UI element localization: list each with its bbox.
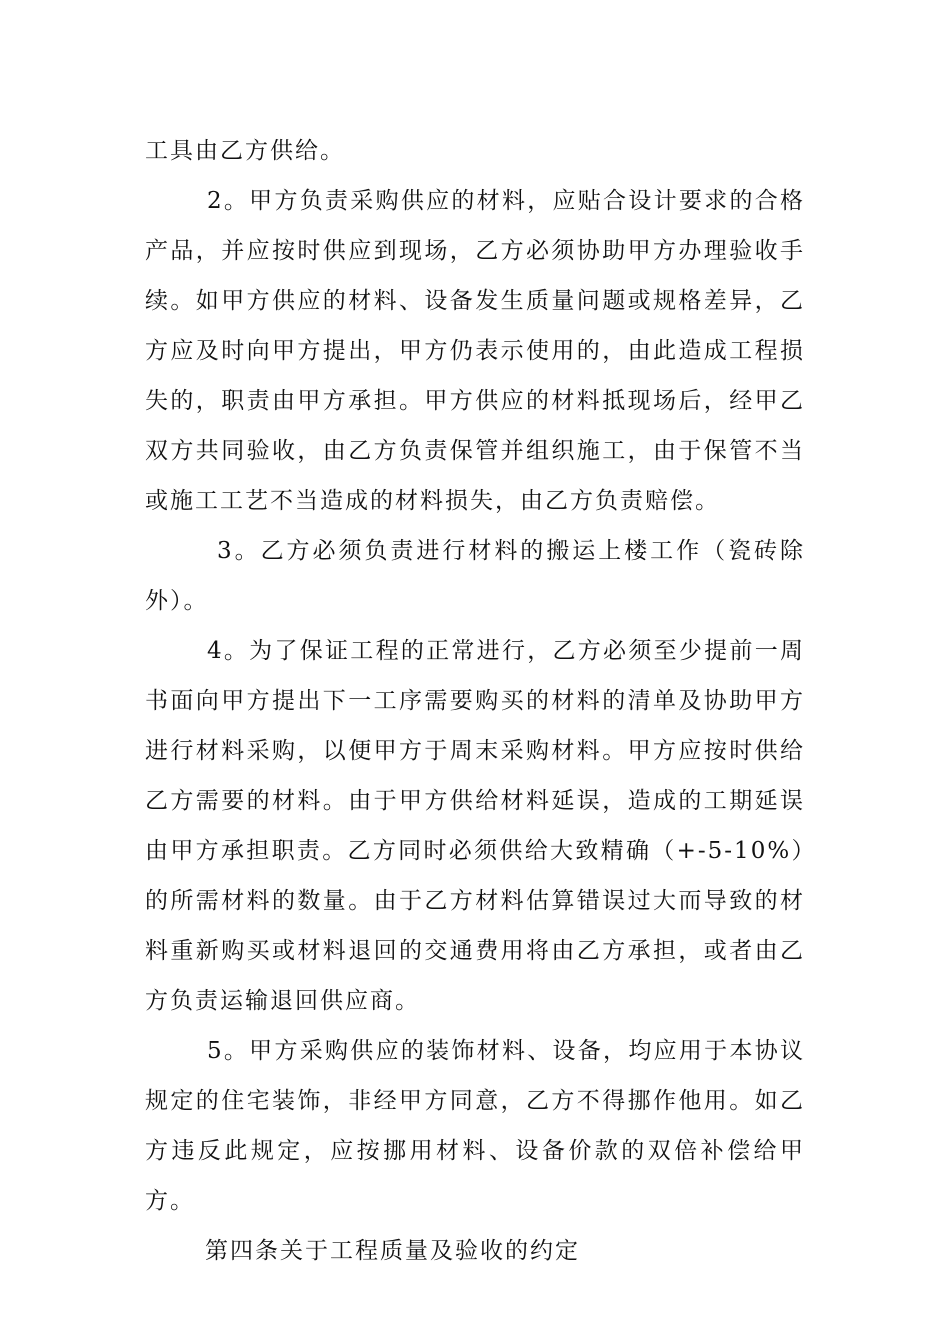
document-body	[145, 126, 805, 1276]
section-heading: 第四条关于工程质量及验收的约定	[205, 1238, 580, 1264]
paragraph-continuation: 工具由乙方供给。	[145, 138, 345, 164]
paragraph-item-3: 3。乙方必须负责进行材料的搬运上楼工作（瓷砖除外）。	[145, 538, 805, 614]
paragraph-item-2: 2。甲方负责采购供应的材料，应贴合设计要求的合格产品，并应按时供应到现场，乙方必须协助甲方办理验收手续。如甲方供应的材料、设备发生质量问题或规格差异，乙方应及时向甲方提出，甲方仍表示使用的，由此造成工程损失的，职责由甲方承担。甲方供应的材料抵现场后，经甲乙双方共同验收，由乙方负责保管并组织施工，由于保管不当或施工工艺不当造成的材料损失，由乙方负责赔偿。	[145, 188, 805, 514]
paragraph-item-5: 5。甲方采购供应的装饰材料、设备，均应用于本协议规定的住宅装饰，非经甲方同意，乙方不得挪作他用。如乙方违反此规定，应按挪用材料、设备价款的双倍补偿给甲方。	[145, 1038, 805, 1214]
paragraph-item-4: 4。为了保证工程的正常进行，乙方必须至少提前一周书面向甲方提出下一工序需要购买的材料的清单及协助甲方进行材料采购，以便甲方于周末采购材料。甲方应按时供给乙方需要的材料。由于甲方供给材料延误，造成的工期延误由甲方承担职责。乙方同时必须供给大致精确（+-5-10%）的所需材料的数量。由于乙方材料估算错误过大而导致的材料重新购买或材料退回的交通费用将由乙方承担，或者由乙方负责运输退回供应商。	[145, 638, 805, 1014]
